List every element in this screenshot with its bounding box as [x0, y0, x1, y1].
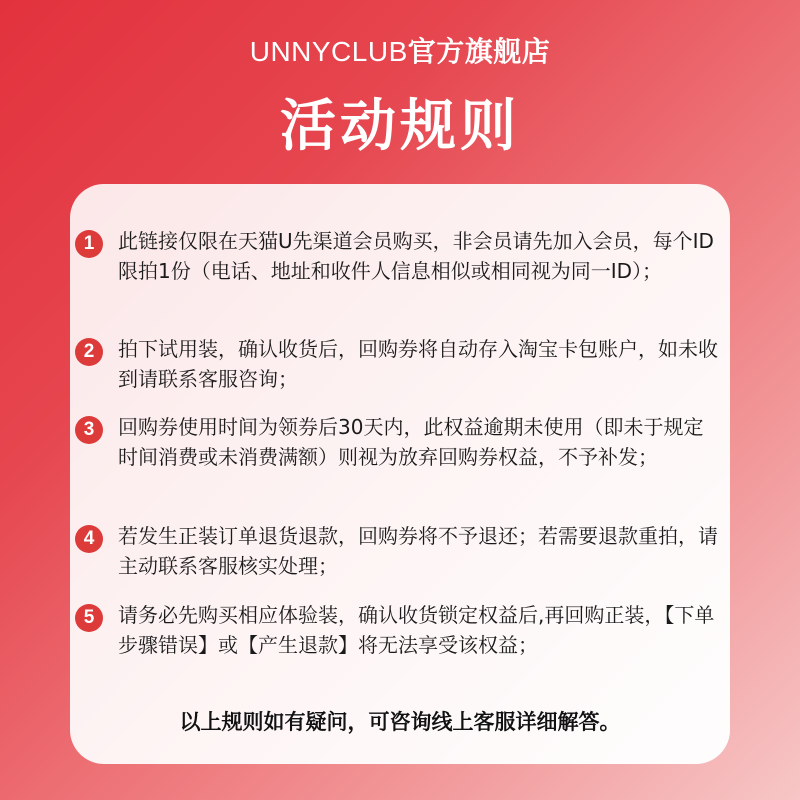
rule-number-badge: 3	[75, 416, 103, 444]
rule-number-badge: 2	[75, 338, 103, 366]
rule-text: 请务必先购买相应体验装，确认收货锁定权益后,再回购正装，【下单步骤错误】或【产生退款】将无法享受该权益；	[118, 603, 715, 657]
page-title: 活动规则	[280, 94, 520, 159]
rule-text: 回购券使用时间为领券后30天内，此权益逾期未使用（即未于规定时间消费或未消费满额）则视为放弃回购券权益，不予补发；	[118, 415, 704, 469]
footer-note: 以上规则如有疑问，可咨询线上客服详细解答。	[179, 710, 621, 734]
rule-number-badge: 4	[75, 525, 103, 553]
rule-number-badge: 1	[75, 230, 103, 258]
rule-number-badge: 5	[75, 604, 103, 632]
rule-text: 此链接仅限在天猫U先渠道会员购买，非会员请先加入会员，每个ID限拍1份（电话、地址和收件人信息相似或相同视为同一ID）；	[118, 229, 714, 283]
rule-text: 拍下试用装，确认收货后，回购券将自动存入淘宝卡包账户，如未收到请联系客服咨询；	[118, 337, 718, 391]
rules-card	[70, 184, 730, 764]
brand-store-label: 官方旗舰店	[407, 35, 551, 68]
brand-logo-text: UNNYCLUB	[249, 36, 408, 67]
brand-header	[0, 30, 800, 70]
rule-text: 若发生正装订单退货退款，回购券将不予退还；若需要退款重拍，请主动联系客服核实处理；	[118, 524, 718, 578]
